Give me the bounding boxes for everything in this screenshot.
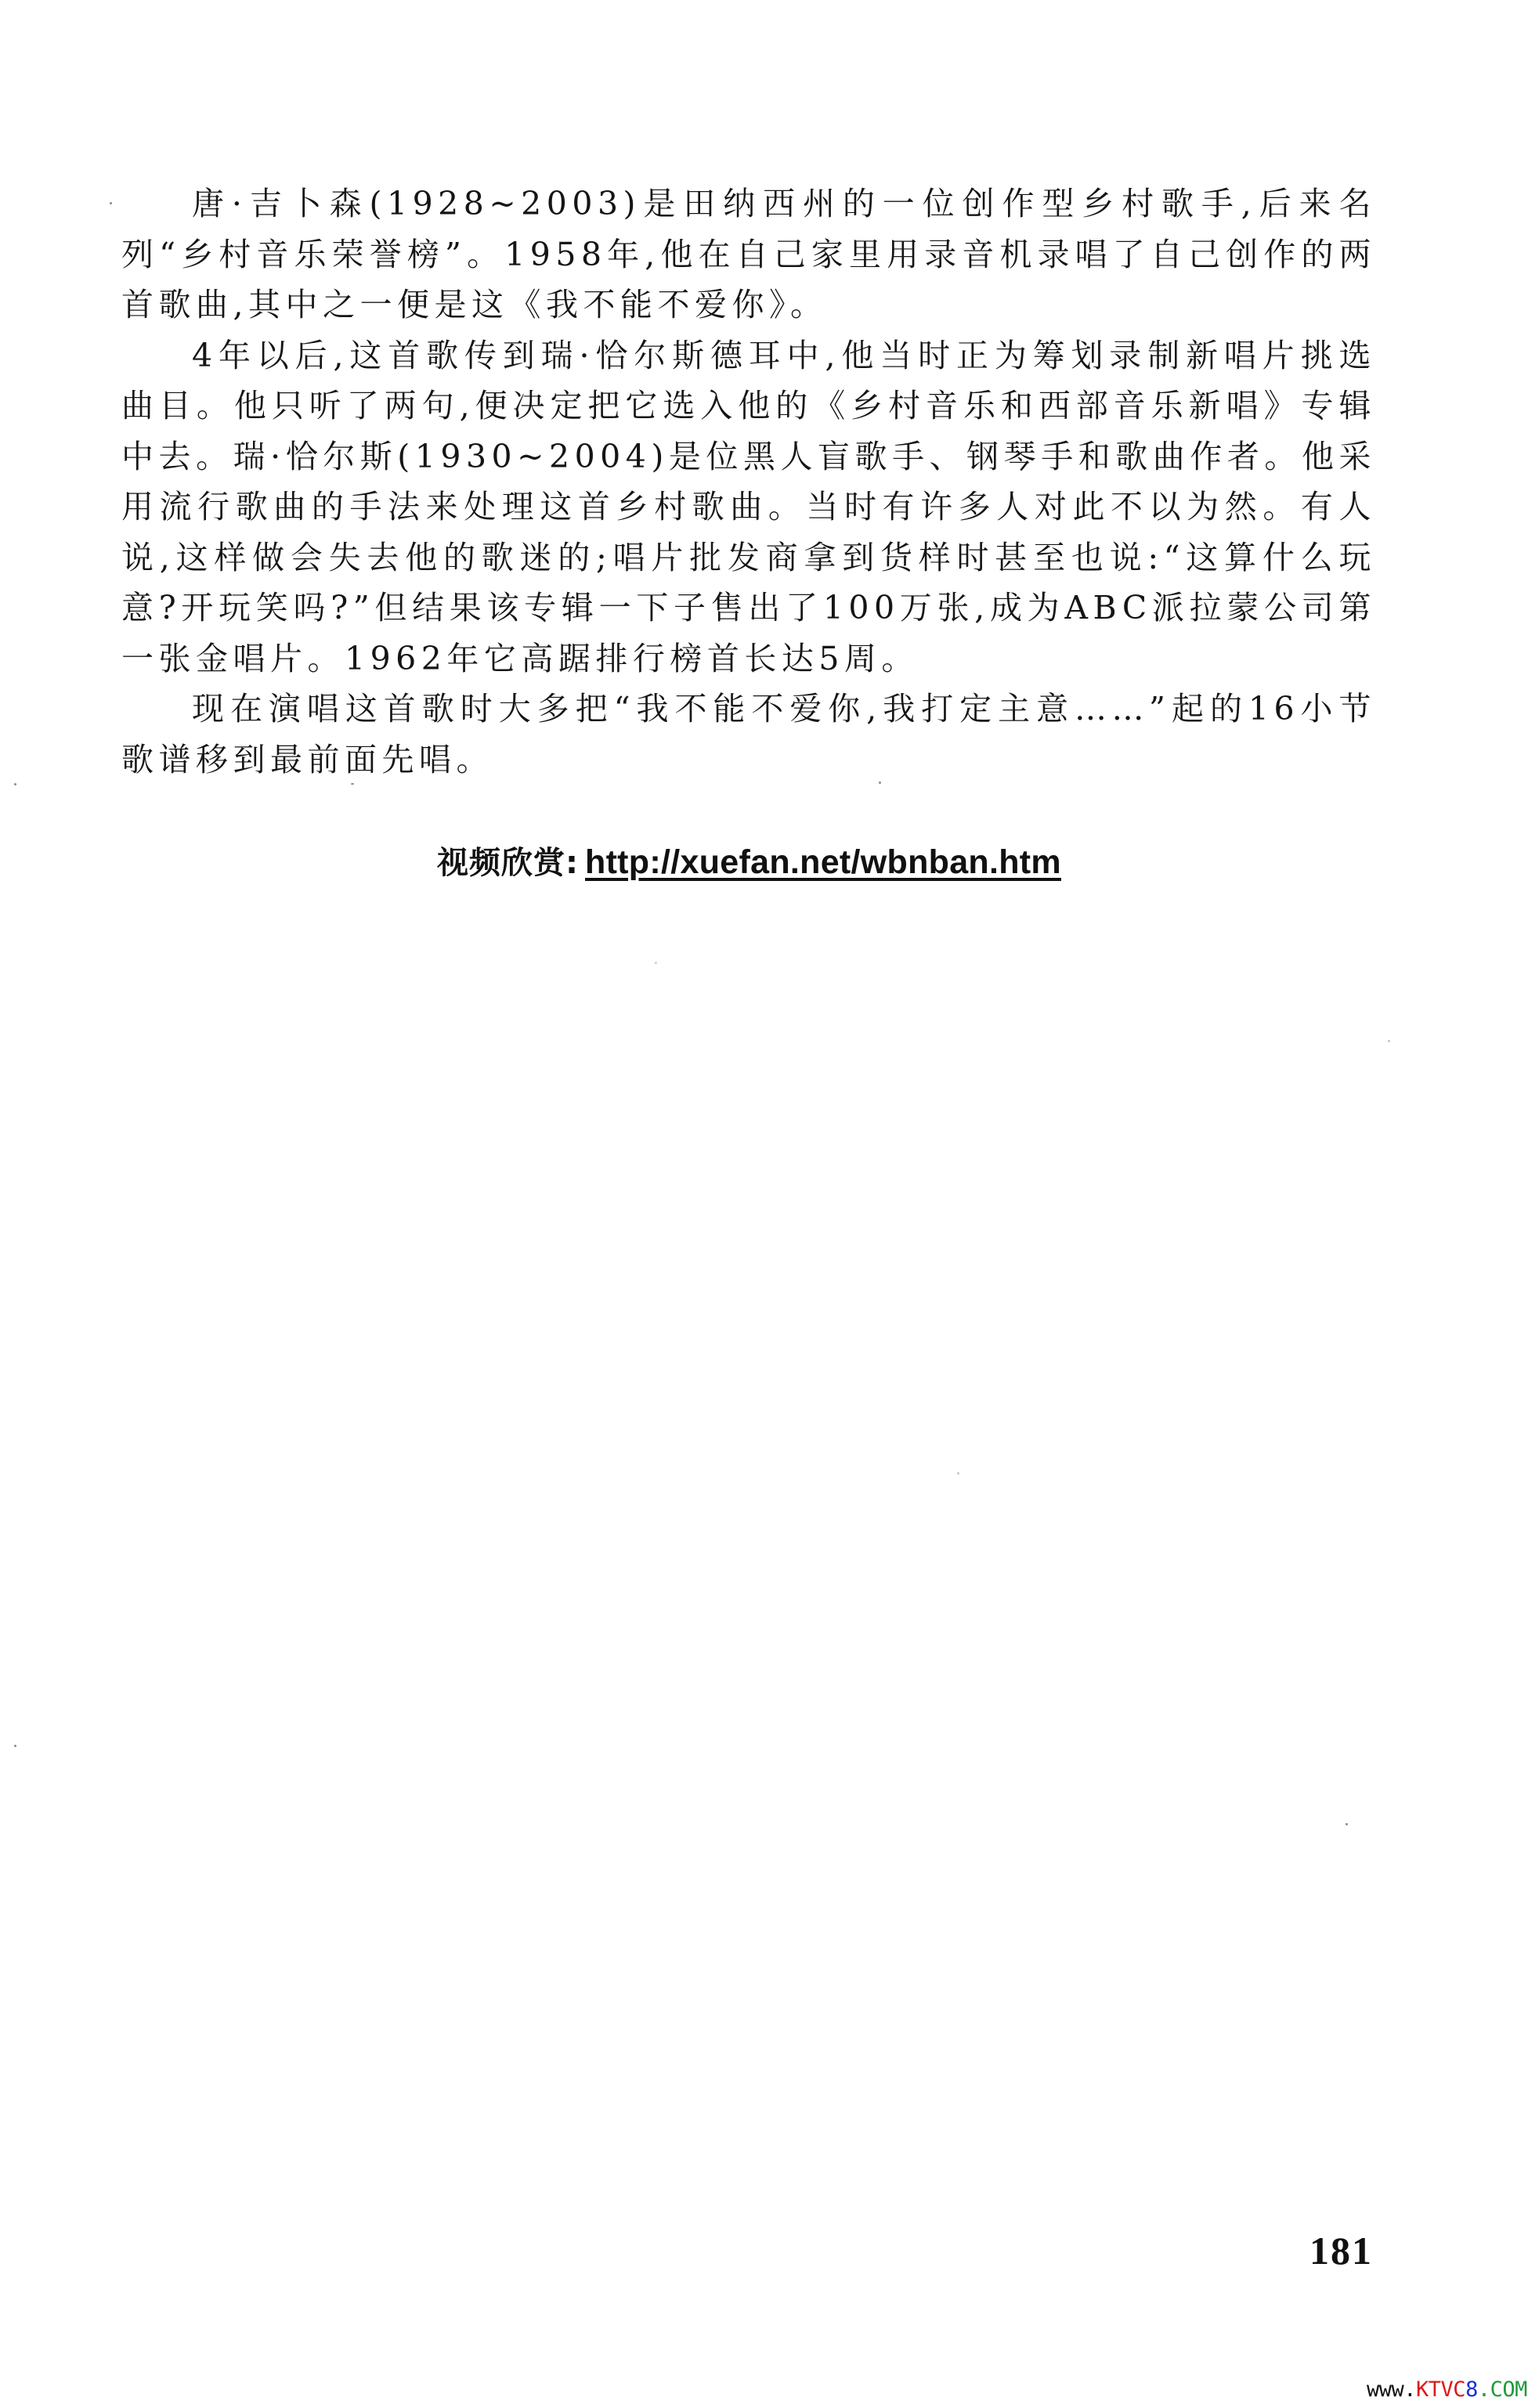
paragraph-2: 4年以后,这首歌传到瑞·恰尔斯德耳中,他当时正为筹划录制新唱片挑选曲目。他只听了两句,便决定把它选入他的《乡村音乐和西部音乐新唱》专辑中去。瑞·恰尔斯(1930~2004)是位黑人盲歌手、钢琴手和歌曲作者。他采用流行歌曲的手法来处理这首乡村歌曲。当时有许多人对此不以为然。有人说,这样做会失去他的歌迷的;唱片批发商拿到货样时甚至也说:“这算什么玩意?开玩笑吗?”但结果该专辑一下子售出了100万张,成为ABC派拉蒙公司第一张金唱片。1962年它高踞排行榜首长达5周。 — [121, 336, 1376, 677]
watermark-part-8: 8 — [1465, 2377, 1478, 2402]
scan-speck — [879, 782, 881, 784]
video-link-line — [437, 838, 1061, 885]
scan-speck — [1388, 1040, 1390, 1042]
video-link-label: 视频欣赏: — [437, 845, 579, 881]
scan-speck — [110, 202, 112, 204]
watermark-part-www: www. — [1367, 2377, 1417, 2402]
video-link-url[interactable]: http://xuefan.net/wbnban.htm — [585, 843, 1061, 881]
scan-speck — [957, 1472, 959, 1475]
scan-speck — [14, 783, 16, 785]
scan-speck — [1346, 1823, 1348, 1825]
scan-speck — [14, 1745, 16, 1747]
article-body — [121, 179, 1376, 785]
paragraph-1: 唐·吉卜森(1928~2003)是田纳西州的一位创作型乡村歌手,后来名列“乡村音乐荣誉榜”。1958年,他在自己家里用录音机录唱了自己创作的两首歌曲,其中之一便是这《我不能不爱你》。 — [121, 185, 1376, 323]
watermark-part-com: .COM — [1477, 2377, 1527, 2402]
scan-speck — [351, 783, 354, 785]
site-watermark — [1367, 2377, 1527, 2402]
page-number: 181 — [1309, 2229, 1373, 2273]
scan-speck — [655, 962, 657, 964]
paragraph-3: 现在演唱这首歌时大多把“我不能不爱你,我打定主意……”起的16小节歌谱移到最前面先唱。 — [121, 690, 1376, 778]
watermark-part-ktvc: KTVC — [1416, 2377, 1466, 2402]
